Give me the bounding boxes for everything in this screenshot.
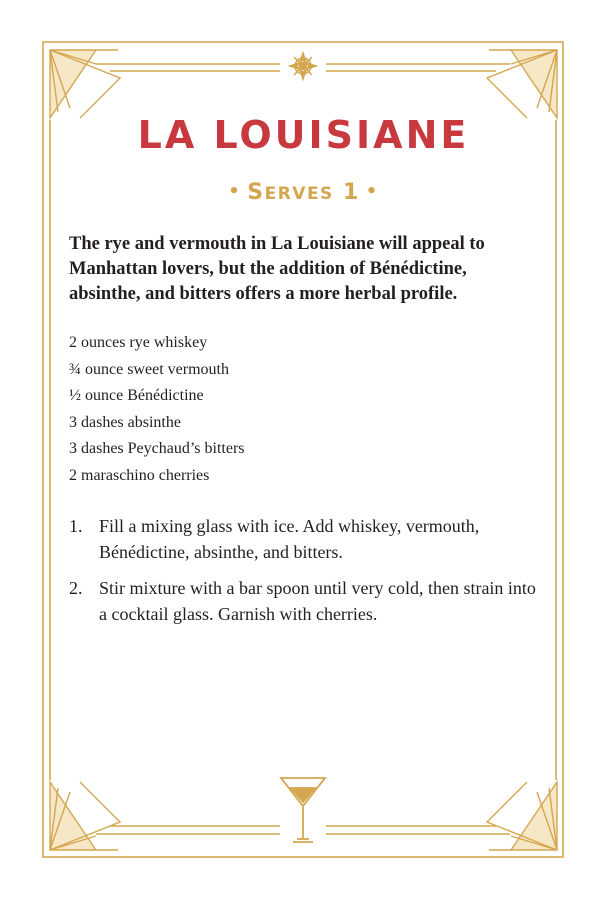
ingredient-item: 2 maraschino cherries xyxy=(69,466,210,484)
ingredient-list xyxy=(69,330,529,489)
ingredient-item: ½ ounce Bénédictine xyxy=(69,387,204,404)
recipe-title: LA LOUISIANE xyxy=(137,113,470,157)
ingredient-item: 3 dashes absinthe xyxy=(69,413,181,431)
serves-number: 1 xyxy=(342,180,360,205)
corner-ornament-bottom-right xyxy=(487,782,557,850)
ingredient-item: 2 ounces rye whiskey xyxy=(69,334,208,351)
recipe-intro: The rye and vermouth in La Louisiane will appeal to Manhattan lovers, but the addition of Bénédictine, absinthe, and bitters offers a more herbal profile. xyxy=(69,234,485,304)
corner-ornament-top-left xyxy=(50,50,120,118)
instruction-step xyxy=(69,575,539,627)
serves-first-letter: S xyxy=(247,180,265,205)
serves-ornament-right: • xyxy=(365,181,379,202)
ingredient-item: 3 dashes Peychaud’s bitters xyxy=(69,440,245,457)
ingredient-item: ¾ ounce sweet vermouth xyxy=(69,360,229,378)
corner-ornament-top-right xyxy=(487,50,557,118)
step-text: Stir mixture with a bar spoon until very cold, then strain into a cocktail glass. Garnish with cherries. xyxy=(99,578,536,624)
instruction-list xyxy=(69,513,539,637)
martini-glass-icon xyxy=(281,778,325,842)
serves-ornament-left: • xyxy=(228,181,242,202)
serves-line xyxy=(0,180,607,205)
step-text: Fill a mixing glass with ice. Add whiskey, vermouth, Bénédictine, absinthe, and bitters. xyxy=(99,516,480,562)
step-number: 1. xyxy=(69,516,83,536)
step-number: 2. xyxy=(69,578,83,598)
compass-rose-icon xyxy=(290,53,316,79)
serves-rest: ERVES xyxy=(264,184,334,204)
instruction-step xyxy=(69,513,539,565)
corner-ornament-bottom-left xyxy=(50,782,120,850)
